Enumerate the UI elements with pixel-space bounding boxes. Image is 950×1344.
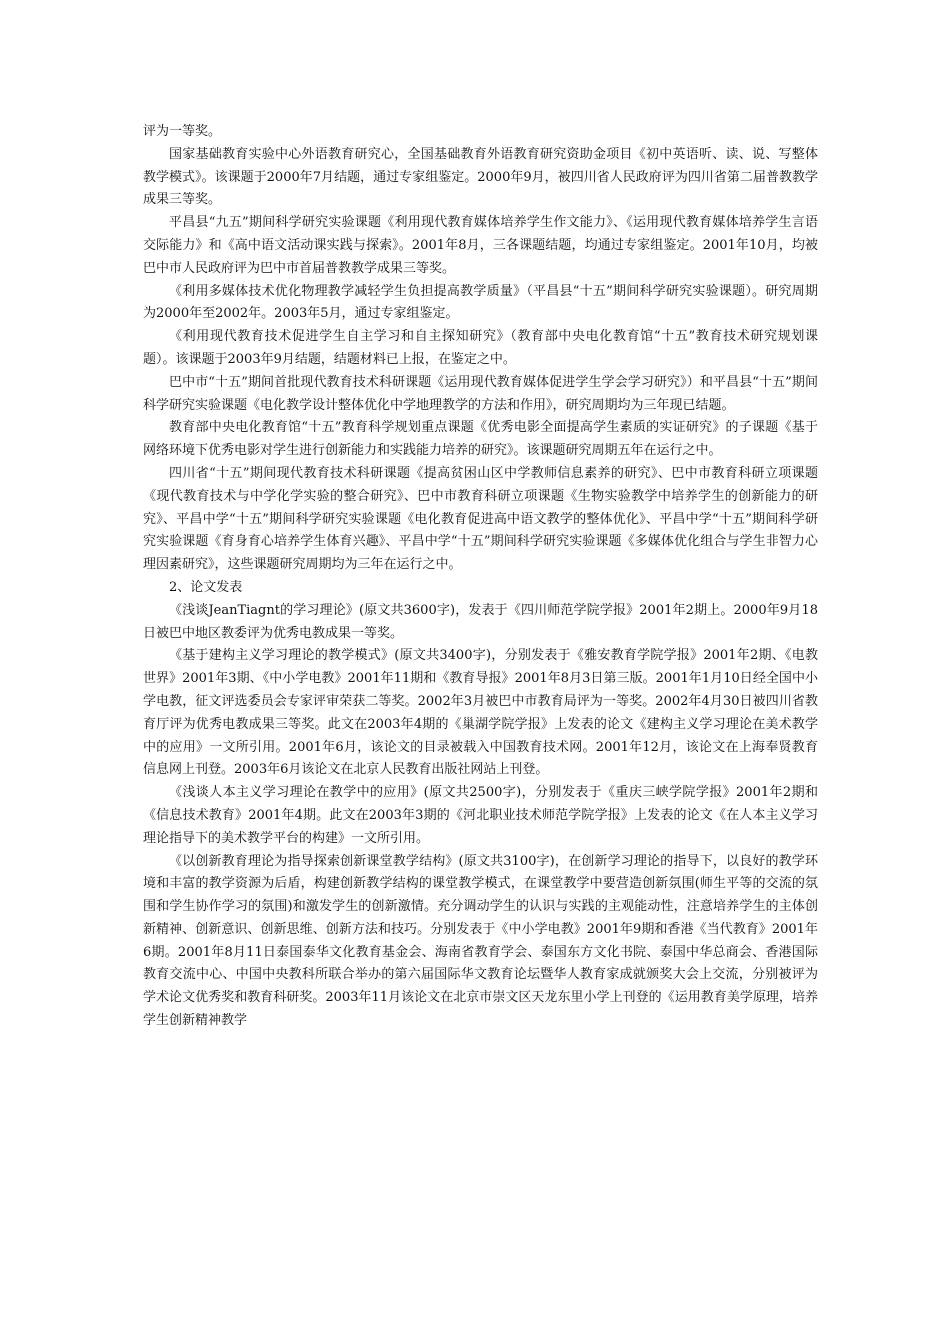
paragraph-film-education: 教育部中央电化教育馆“十五”教育科学规划重点课题《优秀电影全面提高学生素质的实证研究》的子课题《基于网络环境下优秀电影对学生进行创新能力和实践能力培养的研究》。该课题研究周期五年在运行之中。 — [143, 420, 818, 459]
paragraph-pingchang-95-projects: 平昌县“九五”期间科学研究实验课题《利用现代教育媒体培养学生作文能力》、《运用现代教育媒体培养学生言语交际能力》和《高中语文活动课实践与探索》。2001年8月，三各课题结题，均通过专家组鉴定。2001年10月，均被巴中市人民政府评为巴中市首届普教教学成果三等奖。 — [143, 215, 818, 276]
paragraph-paper-humanism: 《浅谈人本主义学习理论在教学中的应用》(原文共2500字)，分别发表于《重庆三峡学院学报》2001年2期和《信息技术教育》2001年4期。此文在2003年3期的《河北职业技术师范学院学报》上发表的论文《在人本主义学习理论指导下的美术教学平台的构建》一文所引用。 — [143, 785, 818, 846]
paragraph-continuation: 评为一等奖。 — [143, 124, 222, 139]
paragraph-sichuan-15-projects: 四川省“十五”期间现代教育技术科研课题《提高贫困山区中学教师信息素养的研究》、巴中市教育科研立项课题《现代教育技术与中学化学实验的整合研究》、巴中市教育科研立项课题《生物实验教学中培养学生的创新能力的研究》、平昌中学“十五”期间科学研究实验课题《电化教育促进高中语文教学的整体优化》、平昌中学“十五”期间科学研究实验课题《育身育心培养学生体育兴趣》、平昌中学“十五”期间科学研究实验课题《多媒体优化组合与学生非智力心理因素研究》，这些课题研究周期均为三年在运行之中。 — [143, 465, 818, 573]
section-heading-papers: 2、论文发表 — [169, 579, 243, 595]
document-page — [143, 121, 818, 1033]
paragraph-paper-constructivism: 《基于建构主义学习理论的教学模式》(原文共3400字)，分别发表于《雅安教育学院学报》2001年2期、《电教世界》2001年3期、《中小学电教》2001年11期和《教育导报》2001年8月3日第三版。2001年1月10日经全国中小学电教，征文评选委员会专家评审荣获二等奖。2002年3月被巴中市教育局评为一等奖。2002年4月30日被四川省教育厅评为优秀电教成果三等奖。此文在2003年4期的《巢湖学院学报》上发表的论文《建构主义学习理论在美术教学中的应用》一文所引用。2001年6月，该论文的目录被载入中国教育技术网。2001年12月，该论文在上海奉贤教育信息网上刊登。2003年6月该论文在北京人民教育出版社网站上刊登。 — [143, 648, 818, 778]
paragraph-multimedia-physics: 《利用多媒体技术优化物理教学减轻学生负担提高教学质量》（平昌县“十五”期间科学研究实验课题）。研究周期为2000年至2002年。2003年5月，通过专家组鉴定。 — [143, 283, 818, 322]
paragraph-bazhong-15-projects: 巴中市“十五”期间首批现代教育技术科研课题《运用现代教育媒体促进学生学会学习研究》）和平昌县“十五”期间科学研究实验课题《电化教学设计整体优化中学地理教学的方法和作用》，研究周期均为三年现已结题。 — [143, 374, 818, 413]
paragraph-paper-innovation: 《以创新教育理论为指导探索创新课堂教学结构》(原文共3100字)，在创新学习理论的指导下，以良好的教学环境和丰富的教学资源为后盾，构建创新教学结构的课堂教学模式，在课堂教学中要营造创新氛围(师生平等的交流的氛围和学生协作学习的氛围)和激发学生的创新激情。充分调动学生的认识与实践的主观能动性，注意培养学生的主体创新精神、创新意识、创新思维、创新方法和技巧。分别发表于《中小学电教》2001年9期和香港《当代教育》2001年6期。2001年8月11日泰国泰华文化教育基金会、海南省教育学会、泰国东方文化书院、泰国中华总商会、香港国际教育交流中心、中国中央教科所联合举办的第六届国际华文教育论坛暨华人教育家成就颁奖大会上交流，分别被评为学术论文优秀奖和教育科研奖。2003年11月该论文在北京市崇文区天龙东里小学上刊登的《运用教育美学原理，培养学生创新精神教学 — [143, 853, 818, 1029]
paragraph-foreign-language-project: 国家基础教育实验中心外语教育研究心，全国基础教育外语教育研究资助金项目《初中英语听、读、说、写整体教学模式》。该课题于2000年7月结题，通过专家组鉴定。2000年9月，被四川省人民政府评为四川省第二届普教教学成果三等奖。 — [143, 146, 818, 208]
paragraph-paper-jean: 《浅谈JeanTiagnt的学习理论》(原文共3600字)，发表于《四川师范学院学报》2001年2期上。2000年9月18日被巴中地区教委评为优秀电教成果一等奖。 — [143, 602, 818, 641]
paragraph-autonomous-learning: 《利用现代教育技术促进学生自主学习和自主探知研究》（教育部中央电化教育馆“十五”教育技术研究规划课题）。该课题于2003年9月结题，结题材料已上报，在鉴定之中。 — [143, 329, 818, 367]
